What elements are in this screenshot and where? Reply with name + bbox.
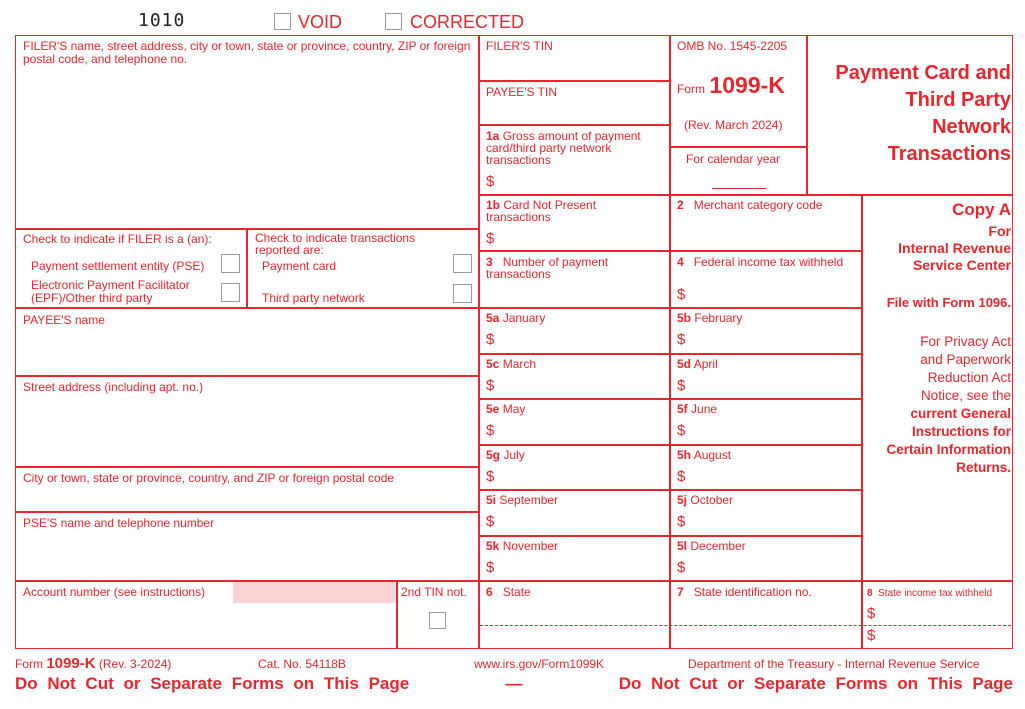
calendar-year-field[interactable] bbox=[712, 176, 766, 189]
box-5h-label: 5h August bbox=[677, 447, 732, 462]
box-5k-field[interactable] bbox=[498, 557, 676, 577]
box-5a-label: 5a January bbox=[486, 311, 546, 325]
calendar-label: For calendar year bbox=[686, 152, 781, 166]
warning-left: Do Not Cut or Separate Forms on This Page bbox=[15, 674, 410, 693]
box-5i-dollar: $ bbox=[486, 513, 495, 530]
footer-form-number: 1099-K bbox=[46, 655, 96, 672]
void-label: VOID bbox=[298, 12, 343, 32]
privacy-line-5: current General bbox=[910, 406, 1011, 421]
box-5e-label: 5e May bbox=[486, 402, 526, 416]
box-5c-label: 5c March bbox=[486, 356, 537, 371]
box-5i-field[interactable] bbox=[498, 511, 676, 531]
box1b-label: 1b Card Not Present transactions bbox=[486, 198, 597, 224]
epf-label-1: Electronic Payment Facilitator bbox=[31, 278, 190, 292]
footer-form bbox=[15, 655, 171, 672]
box8-dollar-2: $ bbox=[867, 627, 876, 644]
box2-label: 2 Merchant category code bbox=[677, 198, 823, 212]
warning-dash: — bbox=[505, 674, 523, 693]
box-5l-dollar: $ bbox=[677, 558, 686, 576]
box-5b-field[interactable] bbox=[689, 329, 859, 349]
box-5f-dollar: $ bbox=[677, 422, 686, 439]
footer-form-word: Form bbox=[15, 657, 43, 671]
box8-dollar-1: $ bbox=[867, 605, 876, 622]
box8-label: 8 State income tax withheld bbox=[867, 588, 993, 599]
pse-label: Payment settlement entity (PSE) bbox=[31, 259, 205, 273]
box-5j-field[interactable] bbox=[689, 511, 859, 531]
file-with: File with Form 1096. bbox=[886, 295, 1011, 310]
box1b-dollar: $ bbox=[486, 230, 495, 247]
warning-right: Do Not Cut or Separate Forms on This Page bbox=[618, 674, 1013, 693]
epf-label-2: (EPF)/Other third party bbox=[31, 291, 153, 305]
city-label: City or town, state or province, country, and ZIP or foreign postal code bbox=[23, 471, 395, 485]
box-5b-dollar: $ bbox=[677, 331, 686, 348]
pse-name-label: PSE'S name and telephone number bbox=[23, 516, 215, 530]
payment-card-label: Payment card bbox=[262, 259, 337, 273]
box4-dollar: $ bbox=[677, 286, 686, 303]
payment-card-checkbox[interactable] bbox=[453, 254, 472, 273]
box1a-dollar: $ bbox=[486, 173, 495, 190]
box-5k-dollar: $ bbox=[486, 558, 495, 576]
box-5l-field[interactable] bbox=[689, 557, 859, 577]
box-5c-dollar: $ bbox=[486, 376, 495, 394]
footer-rev: (Rev. 3-2024) bbox=[98, 657, 172, 671]
box-5e-field[interactable] bbox=[498, 420, 676, 440]
box-5g-dollar: $ bbox=[486, 467, 495, 485]
box6-label: 6 State bbox=[486, 585, 531, 599]
account-field[interactable] bbox=[233, 582, 395, 603]
box-5h-field[interactable] bbox=[689, 466, 859, 486]
form-word: Form bbox=[677, 82, 705, 96]
box-5d-label: 5d April bbox=[677, 356, 718, 371]
box7-label: 7 State identification no. bbox=[677, 585, 812, 599]
title-line-1: Payment Card and bbox=[835, 62, 1011, 84]
state-divider bbox=[480, 625, 1011, 626]
tin2-label: 2nd TIN not. bbox=[401, 585, 467, 599]
privacy-line-6: Instructions for bbox=[911, 424, 1011, 439]
privacy-line-3: Reduction Act bbox=[927, 370, 1011, 385]
box-5k-label: 5k November bbox=[486, 538, 559, 553]
copy-a-block bbox=[864, 200, 1011, 477]
title-line-4: Transactions bbox=[887, 143, 1011, 165]
copy-for: For bbox=[988, 223, 1011, 239]
footer-url[interactable]: www.irs.gov/Form1099K bbox=[474, 657, 605, 671]
box-5j-label: 5j October bbox=[677, 493, 734, 507]
street-label: Street address (including apt. no.) bbox=[23, 380, 204, 394]
privacy-line-1: For Privacy Act bbox=[920, 334, 1011, 349]
third-party-label: Third party network bbox=[262, 291, 365, 305]
box4-label: 4 Federal income tax withheld bbox=[677, 255, 844, 269]
box-5f-field[interactable] bbox=[689, 420, 859, 440]
box-5a-field[interactable] bbox=[498, 329, 676, 349]
copy-irs-1: Internal Revenue bbox=[898, 240, 1011, 256]
box-5e-dollar: $ bbox=[486, 422, 495, 439]
rev-label: (Rev. March 2024) bbox=[684, 118, 783, 132]
account-label: Account number (see instructions) bbox=[23, 585, 206, 599]
box-5c-field[interactable] bbox=[498, 375, 676, 395]
privacy-line-7: Certain Information bbox=[886, 442, 1011, 457]
box1a-label: 1a Gross amount of payment card/third party network transactions bbox=[486, 129, 641, 167]
box-5h-dollar: $ bbox=[677, 467, 686, 485]
payee-name-field[interactable] bbox=[17, 328, 477, 374]
box-5g-label: 5g July bbox=[486, 447, 525, 462]
box3-label: 3 Number of payment transactions bbox=[486, 255, 609, 281]
filer-name-label: FILER'S name, street address, city or town, state or province, country, ZIP or foreign postal code, and telephone no. bbox=[23, 39, 471, 66]
footer-dept: Department of the Treasury - Internal Revenue Service bbox=[688, 657, 980, 671]
box-5f-label: 5f June bbox=[677, 402, 718, 416]
filer-tin-label: FILER'S TIN bbox=[486, 39, 553, 53]
payee-name-label: PAYEE'S name bbox=[23, 313, 105, 327]
copy-irs-2: Service Center bbox=[912, 257, 1011, 273]
form-number: 1099-K bbox=[709, 72, 785, 98]
footer-warning bbox=[15, 674, 1013, 694]
corrected-label: CORRECTED bbox=[410, 12, 525, 32]
copy-a-title: Copy A bbox=[952, 200, 1011, 219]
epf-checkbox[interactable] bbox=[221, 283, 240, 302]
third-party-checkbox[interactable] bbox=[453, 284, 472, 303]
box-5g-field[interactable] bbox=[498, 466, 676, 486]
box-5d-dollar: $ bbox=[677, 376, 686, 394]
check-filer-label: Check to indicate if FILER is a (an): bbox=[23, 232, 212, 246]
form-title bbox=[812, 60, 1011, 168]
tin2-checkbox[interactable] bbox=[429, 612, 446, 629]
box-5i-label: 5i September bbox=[486, 493, 559, 507]
void-checkbox[interactable] bbox=[274, 13, 291, 30]
box-5a-dollar: $ bbox=[486, 331, 495, 348]
title-line-2: Third Party bbox=[905, 89, 1011, 111]
form-number-block bbox=[677, 72, 785, 99]
privacy-line-2: and Paperwork bbox=[920, 352, 1011, 367]
corrected-checkbox[interactable] bbox=[385, 13, 402, 30]
payee-tin-label: PAYEE'S TIN bbox=[486, 85, 557, 99]
box-5l-label: 5l December bbox=[677, 538, 746, 553]
title-line-3: Network bbox=[932, 116, 1011, 138]
filer-name-field[interactable] bbox=[17, 70, 477, 228]
privacy-line-4: Notice, see the bbox=[920, 388, 1011, 403]
omb-label: OMB No. 1545-2205 bbox=[677, 39, 788, 53]
check-trans-label-1: Check to indicate transactions bbox=[255, 231, 416, 245]
check-trans-label-2: reported are: bbox=[255, 243, 324, 257]
street-field[interactable] bbox=[17, 395, 477, 465]
pse-checkbox[interactable] bbox=[221, 254, 240, 273]
box-5b-label: 5b February bbox=[677, 311, 743, 325]
box-5j-dollar: $ bbox=[677, 513, 686, 530]
box-5d-field[interactable] bbox=[689, 375, 859, 395]
form-code: 1010 bbox=[138, 10, 186, 31]
privacy-line-8: Returns. bbox=[956, 460, 1011, 475]
footer-cat: Cat. No. 54118B bbox=[258, 657, 346, 671]
